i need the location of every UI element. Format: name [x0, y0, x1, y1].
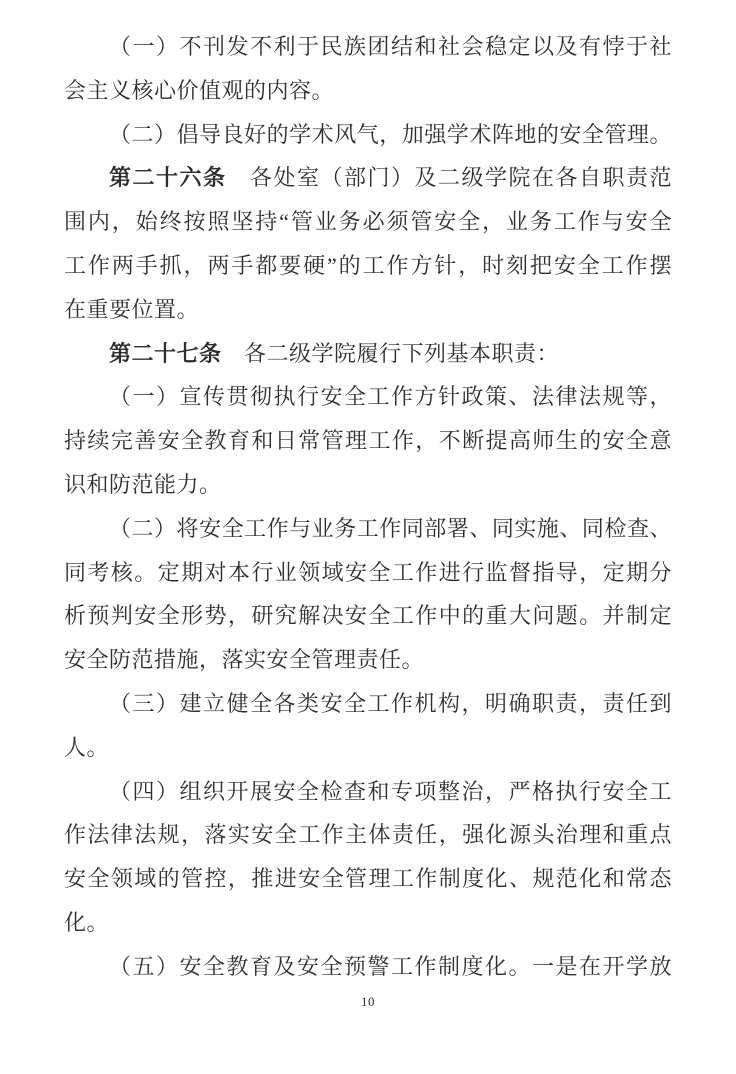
text-line — [64, 156, 672, 200]
text-line: （二）将安全工作与业务工作同部署、同实施、同检查、 — [109, 515, 672, 541]
text-line: 持续完善安全教育和日常管理工作，不断提高师生的安全意 — [64, 428, 672, 454]
page-number: 10 — [361, 994, 375, 1009]
page-footer — [0, 994, 736, 1010]
text-line — [64, 332, 672, 376]
text-line: 在重要位置。 — [64, 296, 200, 322]
text-line: （一）不刊发不利于民族团结和社会稳定以及有悖于社 — [109, 34, 672, 59]
article-number: 第二十六条 — [109, 165, 227, 191]
article-number: 第二十七条 — [109, 340, 222, 366]
text-line: 安全防范措施，落实安全管理责任。 — [64, 647, 425, 673]
text-line: 工作两手抓，两手都要硬”的工作方针，时刻把安全工作摆 — [64, 252, 672, 278]
document-body — [64, 25, 672, 989]
text-line: 作法律法规，落实安全工作主体责任，强化源头治理和重点 — [64, 822, 672, 848]
text-line: 人。 — [64, 734, 110, 760]
text-line-rest: 各处室（部门）及二级学院在各自职责范 — [226, 165, 672, 191]
text-line: （三）建立健全各类安全工作机构，明确职责，责任到 — [109, 690, 672, 716]
text-line: 析预判安全形势，研究解决安全工作中的重大问题。并制定 — [64, 603, 672, 629]
text-line: （四）组织开展安全检查和专项整治，严格执行安全工 — [109, 778, 672, 804]
text-line-rest: 各二级学院履行下列基本职责： — [221, 340, 560, 366]
text-line: 同考核。定期对本行业领域安全工作进行监督指导，定期分 — [64, 559, 672, 585]
text-line: （五）安全教育及安全预警工作制度化。一是在开学放 — [109, 953, 672, 979]
text-line: （一）宣传贯彻执行安全工作方针政策、法律法规等， — [109, 384, 672, 410]
text-line: 围内，始终按照坚持“管业务必须管安全，业务工作与安全 — [64, 209, 672, 235]
text-line: 安全领域的管控，推进安全管理工作制度化、规范化和常态 — [64, 866, 672, 892]
text-line: 化。 — [64, 909, 110, 935]
text-line: 会主义核心价值观的内容。 — [64, 77, 335, 103]
text-line: 识和防范能力。 — [64, 471, 222, 497]
text-line: （二）倡导良好的学术风气，加强学术阵地的安全管理。 — [109, 121, 672, 147]
